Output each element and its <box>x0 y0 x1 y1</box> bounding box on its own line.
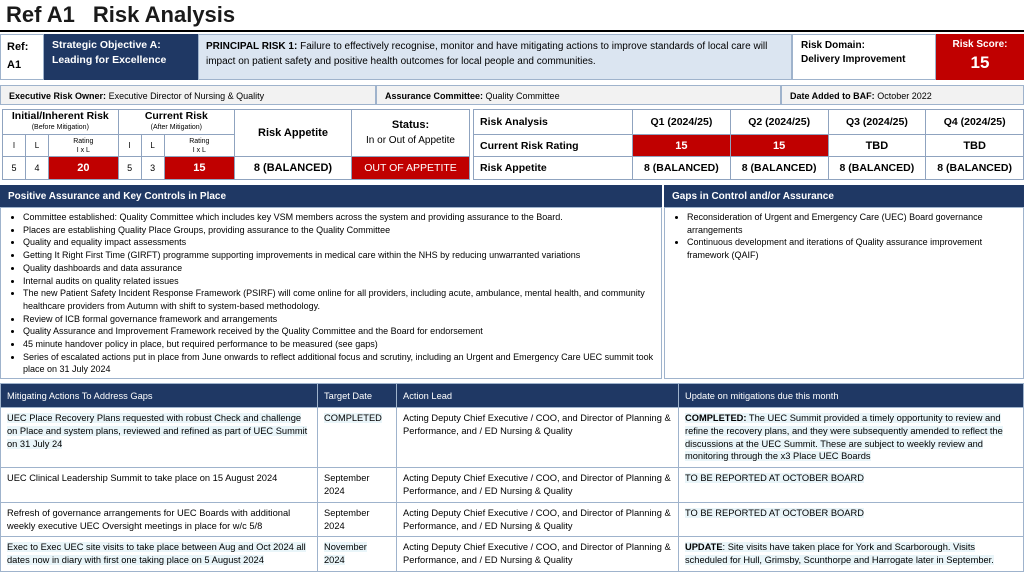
current-ixl-text: I x L <box>192 146 206 154</box>
inherent-l-value: 4 <box>26 157 49 180</box>
col-target-date: Target Date <box>318 384 397 408</box>
current-i-value: 5 <box>118 157 141 180</box>
update-cell <box>679 537 1024 572</box>
lead-cell: Acting Deputy Chief Executive / COO, and Director of Planning & Performance, and / ED Nursing & Quality <box>397 502 679 537</box>
col-mitigating-actions: Mitigating Actions To Address Gaps <box>1 384 318 408</box>
table-row <box>1 502 1024 537</box>
gaps-list-box <box>664 207 1024 379</box>
current-l-label: L <box>141 134 164 157</box>
table-row <box>1 468 1024 503</box>
current-rating-q4: TBD <box>926 134 1024 157</box>
quarter-q2: Q2 (2024/25) <box>730 110 828 135</box>
gap-item: • Reconsideration of Urgent and Emergency Care (UEC) Board governance arrangements <box>687 211 1017 236</box>
principal-risk <box>198 34 792 80</box>
inherent-risk-title: Initial/Inherent Risk <box>11 109 109 122</box>
appetite-q1: 8 (BALANCED) <box>633 157 731 180</box>
table-row <box>1 537 1024 572</box>
assurance-item: • The new Patient Safety Incident Response Framework (PSIRF) will come online for all providers, including acute, ambulance, mental health, and community healthcare providers from Autumn with shift to system-based methodology. <box>23 287 655 312</box>
appetite-q2: 8 (BALANCED) <box>730 157 828 180</box>
appetite-row-label: Risk Appetite <box>474 157 633 180</box>
update-cell <box>679 468 1024 503</box>
mitigation-table <box>0 383 1024 572</box>
assurance-list <box>7 211 655 376</box>
status-value: OUT OF APPETITE <box>352 157 470 180</box>
gaps-list <box>671 211 1017 262</box>
page-title <box>6 2 253 28</box>
action-cell: Refresh of governance arrangements for UEC Boards with additional weekly executive UEC Oversight meetings in place for w/c 5/8 <box>1 502 318 537</box>
gap-item: • Continuous development and iterations of Quality assurance improvement framework (QAIF) <box>687 236 1017 261</box>
principal-risk-text: Failure to effectively recognise, monitor and have mitigating actions to improve standards of local care will impact on patient safety and positive health outcomes for local people and communities. <box>206 41 768 67</box>
inherent-rating-value: 20 <box>49 157 119 180</box>
risk-analysis-label: Risk Analysis <box>474 110 633 135</box>
risk-score <box>936 34 1024 80</box>
action-text: UEC Place Recovery Plans requested with robust Check and challenge on Place and system plans, reviewed and refined as part of UEC Summit on 31 July 24 <box>7 413 308 449</box>
current-rating-label <box>164 134 234 157</box>
inherent-i-value: 5 <box>3 157 26 180</box>
quarter-q4: Q4 (2024/25) <box>926 110 1024 135</box>
ref-box <box>0 34 44 80</box>
status-header <box>352 110 470 157</box>
risk-owner-value: Executive Director of Nursing & Quality <box>108 91 265 101</box>
risk-score-value: 15 <box>970 53 990 72</box>
inherent-i-label: I <box>3 134 26 157</box>
inherent-rating-text: Rating <box>73 137 94 145</box>
principal-risk-label: PRINCIPAL RISK 1: <box>206 41 298 52</box>
assurance-committee <box>376 85 781 105</box>
risk-owner <box>0 85 376 105</box>
appetite-q4: 8 (BALANCED) <box>926 157 1024 180</box>
title-divider <box>0 30 1024 32</box>
assurance-item: • Review of ICB formal governance framework and arrangements <box>23 313 655 326</box>
risk-rating-table <box>2 109 470 180</box>
target-cell: September 2024 <box>318 468 397 503</box>
assurance-item: • 45 minute handover policy in place, but required performance to be measured (see gaps) <box>23 338 655 351</box>
col-update: Update on mitigations due this month <box>679 384 1024 408</box>
assurance-item: • Quality Assurance and Improvement Framework received by the Quality Committee and the Board for endorsement <box>23 325 655 338</box>
target-cell <box>318 537 397 572</box>
target-text: COMPLETED <box>324 413 382 423</box>
current-rating-q2: 15 <box>730 134 828 157</box>
assurance-header: Positive Assurance and Key Controls in Place <box>0 185 662 207</box>
assurance-item: • Getting It Right First Time (GIRFT) programme supporting improvements in medical care within the NHS by reducing unwarranted variations <box>23 249 655 262</box>
update-text: The UEC Summit provided a timely opportunity to review and refine the recovery plans, and they were subsequently amended to reflect the discussions at the UEC Summit. These are subject to weekly review and monitoring through the x3 Place UEC Boards <box>685 413 1003 462</box>
assurance-item: • Series of escalated actions put in place from June onwards to reflect additional focus and scrutiny, including an Urgent and Emergency Care UEC summit took place on 31 July 2024 <box>23 351 655 376</box>
current-i-label: I <box>118 134 141 157</box>
risk-domain-label: Risk Domain: <box>801 40 865 51</box>
update-cell <box>679 408 1024 468</box>
risk-owner-label: Executive Risk Owner: <box>9 91 107 101</box>
action-cell: UEC Clinical Leadership Summit to take place on 15 August 2024 <box>1 468 318 503</box>
current-rating-q1: 15 <box>633 134 731 157</box>
date-added <box>781 85 1024 105</box>
appetite-q3: 8 (BALANCED) <box>828 157 926 180</box>
lead-cell: Acting Deputy Chief Executive / COO, and Director of Planning & Performance, and / ED Nursing & Quality <box>397 408 679 468</box>
inherent-l-label: L <box>26 134 49 157</box>
update-label: UPDATE <box>685 542 723 553</box>
strategic-objective: Strategic Objective A: Leading for Excellence <box>44 34 198 80</box>
lead-cell: Acting Deputy Chief Executive / COO, and Director of Planning & Performance, and / ED Nursing & Quality <box>397 468 679 503</box>
current-rating-value: 15 <box>164 157 234 180</box>
quarter-q3: Q3 (2024/25) <box>828 110 926 135</box>
assurance-item: • Places are establishing Quality Place Groups, providing assurance to the Quality Committee <box>23 224 655 237</box>
table-row <box>1 408 1024 468</box>
inherent-ixl-text: I x L <box>76 146 90 154</box>
inherent-rating-label <box>49 134 119 157</box>
col-action-lead: Action Lead <box>397 384 679 408</box>
action-cell <box>1 408 318 468</box>
risk-appetite-label: Risk Appetite <box>235 110 352 157</box>
target-cell <box>318 408 397 468</box>
target-cell: September 2024 <box>318 502 397 537</box>
current-l-value: 3 <box>141 157 164 180</box>
current-rating-text: Rating <box>189 137 210 145</box>
update-text: TO BE REPORTED AT OCTOBER BOARD <box>685 507 864 518</box>
inherent-risk-sub: (Before Mitigation) <box>31 123 89 131</box>
gaps-header: Gaps in Control and/or Assurance <box>664 185 1024 207</box>
assurance-item: • Quality and equality impact assessments <box>23 236 655 249</box>
current-risk-title: Current Risk <box>144 109 208 122</box>
assurance-item: • Committee established: Quality Committee which includes key VSM members across the system and providing assurance to the Board. <box>23 211 655 224</box>
ref-label: Ref: <box>7 41 29 53</box>
assurance-list-box <box>0 207 662 379</box>
quarter-q1: Q1 (2024/25) <box>633 110 731 135</box>
risk-analysis-table <box>473 109 1024 180</box>
current-risk-sub: (After Mitigation) <box>150 123 202 131</box>
assurance-committee-value: Quality Committee <box>485 91 560 101</box>
lead-cell: Acting Deputy Chief Executive / COO, and Director of Planning & Performance, and / ED Nursing & Quality <box>397 537 679 572</box>
risk-domain <box>792 34 936 80</box>
current-rating-q3: TBD <box>828 134 926 157</box>
action-text: Exec to Exec UEC site visits to take place between Aug and Oct 2024 all dates now in diary with first one taking place on 5 August 2024 <box>7 542 306 566</box>
risk-score-label: Risk Score: <box>952 39 1008 50</box>
status-sub: In or Out of Appetite <box>366 135 455 147</box>
assurance-item: • Quality dashboards and data assurance <box>23 262 655 275</box>
date-added-label: Date Added to BAF: <box>790 91 875 101</box>
update-label: COMPLETED: <box>685 413 747 423</box>
assurance-item: • Internal audits on quality related issues <box>23 275 655 288</box>
action-cell <box>1 537 318 572</box>
risk-domain-value: Delivery Improvement <box>801 54 906 65</box>
risk-appetite-value: 8 (BALANCED) <box>235 157 352 180</box>
assurance-committee-label: Assurance Committee: <box>385 91 484 101</box>
update-text: TO BE REPORTED AT OCTOBER BOARD <box>685 473 864 484</box>
update-text: : Site visits have taken place for York and Scarborough. Visits scheduled for Hull, Grimsby, Scunthorpe and Harrogate later in September. <box>685 542 994 566</box>
ref-value: A1 <box>7 58 22 71</box>
current-risk-header <box>118 110 234 135</box>
current-rating-row-label: Current Risk Rating <box>474 134 633 157</box>
ref-code: Ref A1 <box>6 2 75 27</box>
inherent-risk-header <box>3 110 119 135</box>
update-cell <box>679 502 1024 537</box>
date-added-value: October 2022 <box>877 91 932 101</box>
title-text: Risk Analysis <box>92 2 236 27</box>
target-text: November 2024 <box>324 542 367 566</box>
status-label: Status: <box>391 119 430 132</box>
